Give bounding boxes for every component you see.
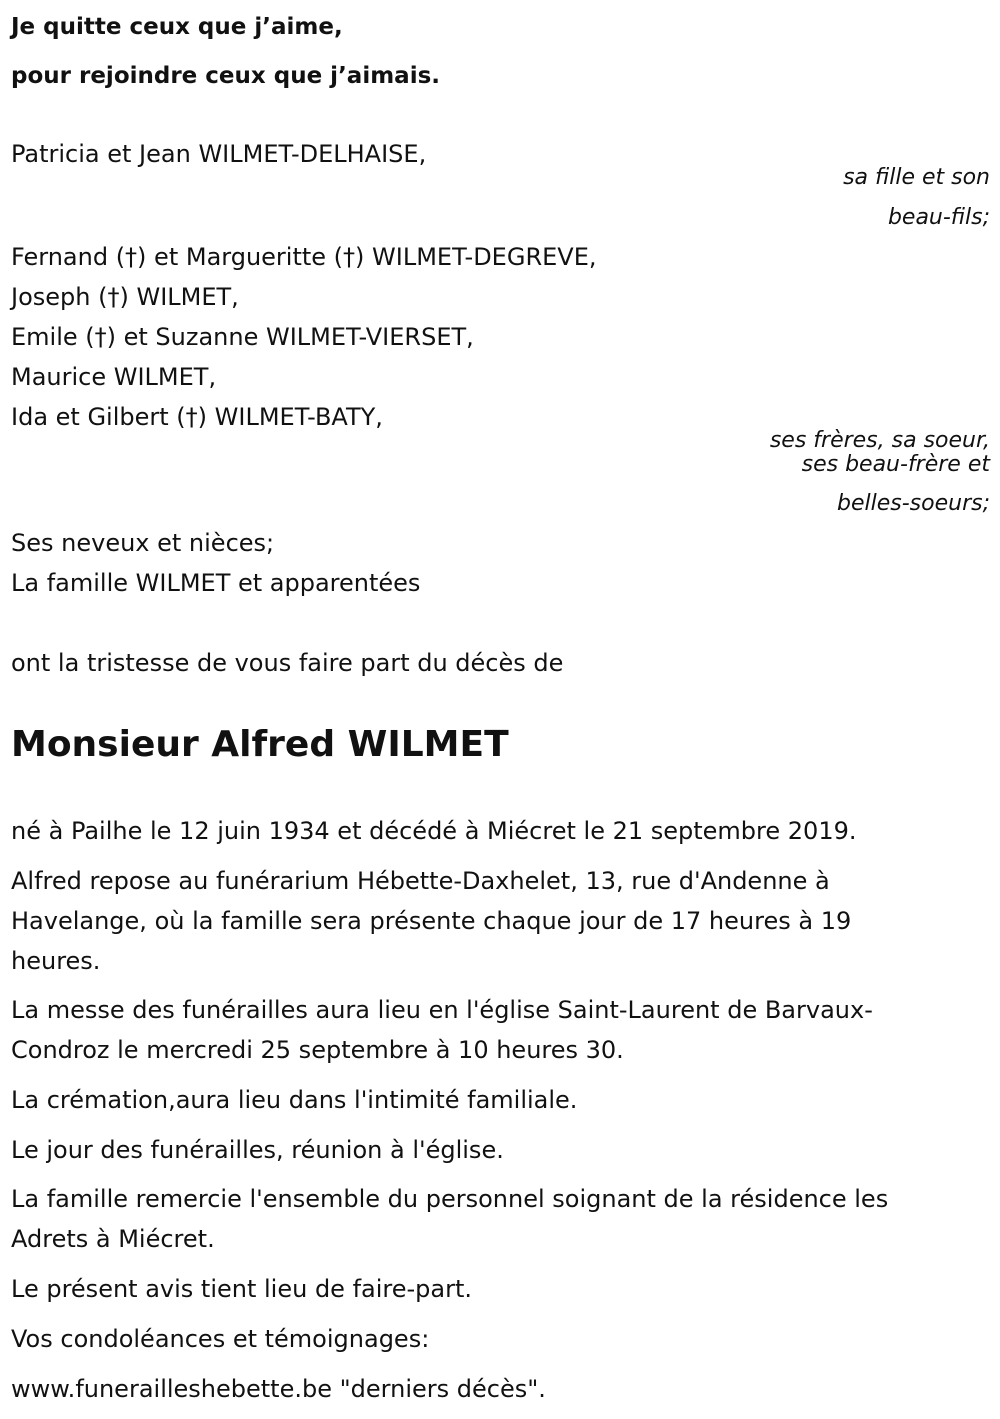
sibling-3: Emile (†) et Suzanne WILMET-VIERSET, xyxy=(11,323,474,351)
siblings-relation-2: ses beau-frère et xyxy=(801,452,990,477)
condolences: Vos condoléances et témoignages: xyxy=(11,1325,430,1353)
announcement: ont la tristesse de vous faire part du décès de xyxy=(11,649,564,677)
daughter-relation-2: beau-fils; xyxy=(887,205,990,230)
thanks-line-1: La famille remercie l'ensemble du personnel soignant de la résidence les xyxy=(11,1185,889,1213)
family-daughter: Patricia et Jean WILMET-DELHAISE, xyxy=(11,140,427,168)
siblings-relation-3: belles-soeurs; xyxy=(837,491,990,516)
daughter-relation-1: sa fille et son xyxy=(843,165,990,190)
sibling-2: Joseph (†) WILMET, xyxy=(11,283,239,311)
funerarium-line-1: Alfred repose au funérarium Hébette-Daxhelet, 13, rue d'Andenne à xyxy=(11,867,830,895)
funerarium-line-2: Havelange, où la famille sera présente chaque jour de 17 heures à 19 xyxy=(11,907,852,935)
notice: Le présent avis tient lieu de faire-part. xyxy=(11,1275,473,1303)
sibling-5: Ida et Gilbert (†) WILMET-BATY, xyxy=(11,403,383,431)
mass-line-2: Condroz le mercredi 25 septembre à 10 heures 30. xyxy=(11,1036,624,1064)
epigraph-line-1: Je quitte ceux que j’aime, xyxy=(11,14,343,40)
family-relatives: La famille WILMET et apparentées xyxy=(11,569,421,597)
siblings-relation-1: ses frères, sa soeur, xyxy=(769,428,990,453)
thanks-line-2: Adrets à Miécret. xyxy=(11,1225,215,1253)
mass-line-1: La messe des funérailles aura lieu en l'église Saint-Laurent de Barvaux- xyxy=(11,996,873,1024)
website-link: www.funerailleshebette.be "derniers décès". xyxy=(11,1375,546,1403)
cremation: La crémation,aura lieu dans l'intimité familiale. xyxy=(11,1086,578,1114)
birth-death: né à Pailhe le 12 juin 1934 et décédé à Miécret le 21 septembre 2019. xyxy=(11,817,857,845)
sibling-1: Fernand (†) et Margueritte (†) WILMET-DEGREVE, xyxy=(11,243,597,271)
deceased-name: Monsieur Alfred WILMET xyxy=(11,724,509,765)
sibling-4: Maurice WILMET, xyxy=(11,363,217,391)
epigraph-line-2: pour rejoindre ceux que j’aimais. xyxy=(11,63,441,89)
family-nephews: Ses neveux et nièces; xyxy=(11,529,275,557)
reunion: Le jour des funérailles, réunion à l'église. xyxy=(11,1136,504,1164)
funerarium-line-3: heures. xyxy=(11,947,101,975)
